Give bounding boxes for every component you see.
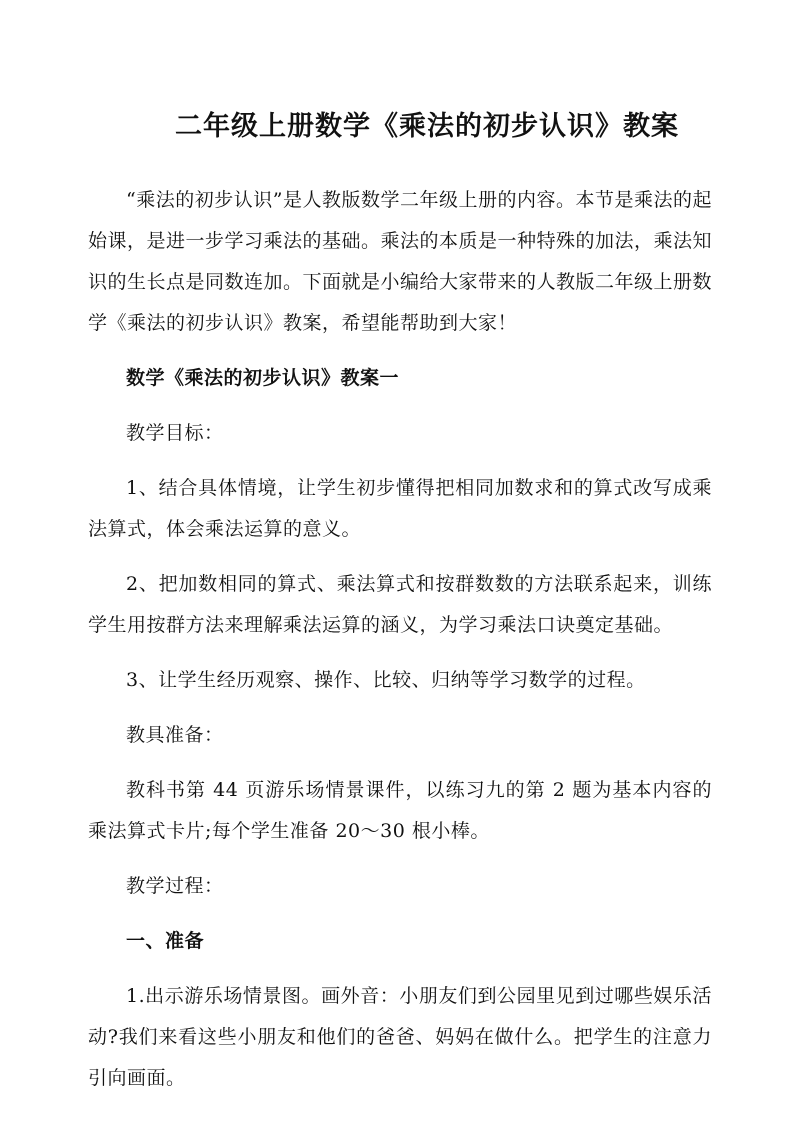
process-step-1: 1.出示游乐场情景图。画外音：小朋友们到公园里见到过哪些娱乐活动?我们来看这些小朋友和他们的爸爸、妈妈在做什么。把学生的注意力引向画面。 (88, 985, 712, 1089)
label-teaching-materials: 教具准备： (126, 724, 224, 746)
document-body (88, 180, 712, 1113)
document-title: 二年级上册数学《乘法的初步认识》教案 (175, 111, 679, 142)
section-heading-lesson-one: 数学《乘法的初步认识》教案一 (126, 367, 400, 389)
goal-item-1: 1、结合具体情境，让学生初步懂得把相同加数求和的算式改写成乘法算式，体会乘法运算的意义。 (88, 477, 712, 540)
goal-item-3: 3、让学生经历观察、操作、比较、归纳等学习数学的过程。 (126, 669, 646, 691)
materials-paragraph: 教科书第 44 页游乐场情景课件，以练习九的第 2 题为基本内容的乘法算式卡片;每个学生准备 20～30 根小棒。 (88, 779, 712, 842)
intro-paragraph: “乘法的初步认识”是人教版数学二年级上册的内容。本节是乘法的起始课，是进一步学习乘法的基础。乘法的本质是一种特殊的加法，乘法知识的生长点是同数连加。下面就是小编给大家带来的人教版二年级上册数学《乘法的初步认识》教案，希望能帮助到大家！ (88, 189, 713, 334)
goal-item-2: 2、把加数相同的算式、乘法算式和按群数数的方法联系起来，训练学生用按群方法来理解乘法运算的涵义，为学习乘法口诀奠定基础。 (88, 573, 712, 636)
label-teaching-goals: 教学目标： (126, 422, 224, 444)
label-teaching-process: 教学过程： (126, 875, 224, 897)
section-heading-preparation: 一、准备 (126, 930, 205, 952)
